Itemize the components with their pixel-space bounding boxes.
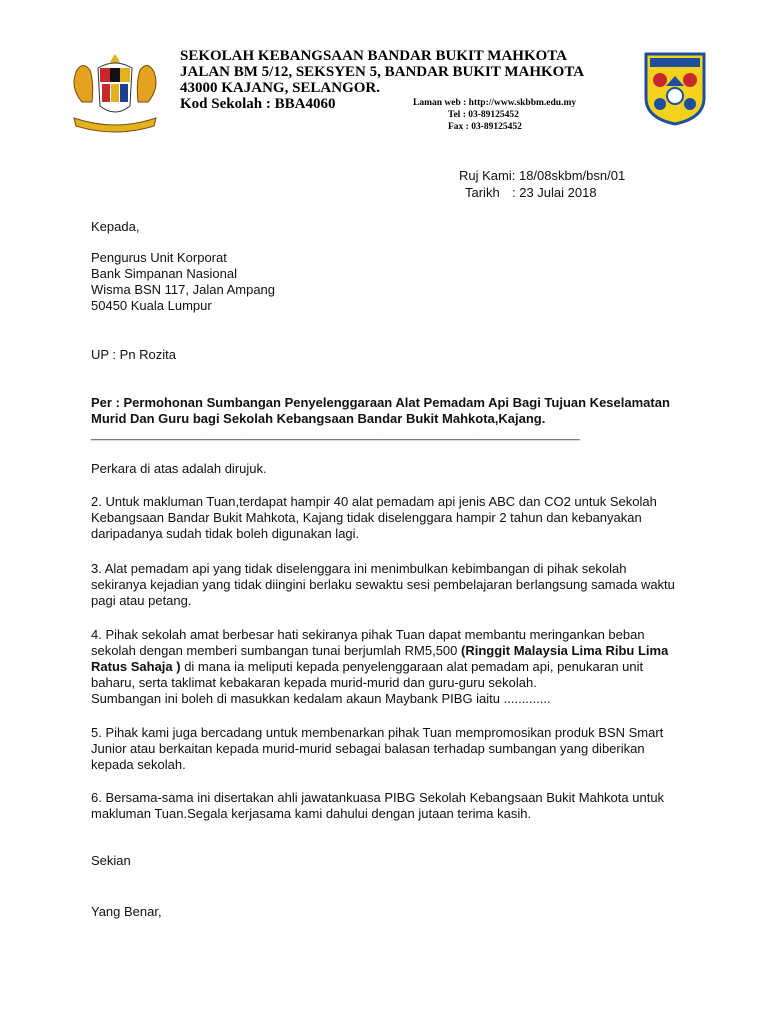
paragraph-4-line: 4. Pihak sekolah amat berbesar hati sekiranya pihak Tuan dapat membantu meringankan beban bbox=[91, 627, 645, 642]
donation-amount-words: Ratus Sahaja ) bbox=[91, 659, 181, 674]
paragraph-4-line: baharu, serta taklimat kebakaran kepada murid-murid dan guru-guru sekolah. bbox=[91, 675, 537, 690]
salutation: Kepada, bbox=[91, 219, 140, 234]
recipient-line: 50450 Kuala Lumpur bbox=[91, 298, 212, 313]
recipient-line: Bank Simpanan Nasional bbox=[91, 266, 237, 281]
date-value: : 23 Julai 2018 bbox=[512, 185, 597, 200]
paragraph-3-line: sekiranya kejadian yang tidak diingini berlaku sewaktu sesi pembelajaran berlangsung samada waktu bbox=[91, 577, 675, 592]
subject-line: Per : Permohonan Sumbangan Penyelenggaraan Alat Pemadam Api Bagi Tujuan Keselamatan bbox=[91, 395, 670, 410]
paragraph-2-line: 2. Untuk makluman Tuan,terdapat hampir 40 alat pemadam api jenis ABC dan CO2 untuk Sekolah bbox=[91, 494, 657, 509]
paragraph-6-line: 6. Bersama-sama ini disertakan ahli jawatankuasa PIBG Sekolah Kebangsaan Bukit Mahkota untuk bbox=[91, 790, 665, 805]
recipient-line: Wisma BSN 117, Jalan Ampang bbox=[91, 282, 276, 297]
paragraph-4-line bbox=[91, 659, 643, 675]
closing-sekian: Sekian bbox=[91, 853, 131, 868]
paragraph-2-line: daripadanya sudah tidak boleh digunakan lagi. bbox=[91, 526, 360, 541]
paragraph-3-line: pagi atau petang. bbox=[91, 593, 192, 608]
school-address-line-1: JALAN BM 5/12, SEKSYEN 5, BANDAR BUKIT MAHKOTA bbox=[180, 64, 585, 80]
paragraph-4-line bbox=[91, 643, 668, 659]
school-tel: Tel : 03-89125452 bbox=[448, 110, 519, 120]
coat-of-arms-logo bbox=[64, 52, 166, 134]
paragraph-2-line: Kebangsaan Bandar Bukit Mahkota, Kajang tidak diselenggara hampir 2 tahun dan kebanyakan bbox=[91, 510, 642, 525]
donation-text: di mana ia meliputi kepada penyelenggaraan alat pemadam api, penukaran unit bbox=[180, 659, 644, 674]
paragraph-1: Perkara di atas adalah dirujuk. bbox=[91, 461, 267, 476]
subject-line: Murid Dan Guru bagi Sekolah Kebangsaan Bandar Bukit Mahkota,Kajang. bbox=[91, 411, 546, 426]
paragraph-5-line: kepada sekolah. bbox=[91, 757, 186, 772]
paragraph-6-line: makluman Tuan.Segala kerjasama kami dahului dengan jutaan terima kasih. bbox=[91, 806, 532, 821]
date-label: Tarikh bbox=[465, 185, 500, 200]
school-fax: Fax : 03-89125452 bbox=[448, 122, 522, 132]
school-badge-logo bbox=[644, 52, 706, 126]
school-address-line-2: 43000 KAJANG, SELANGOR. bbox=[180, 80, 381, 96]
school-code: Kod Sekolah : BBA4060 bbox=[180, 96, 336, 112]
subject-underline: ______________________________________________________________________________ bbox=[91, 429, 580, 441]
paragraph-5-line: 5. Pihak kami juga bercadang untuk membenarkan pihak Tuan mempromosikan produk BSN Smart bbox=[91, 725, 664, 740]
donation-amount-words: (Ringgit Malaysia Lima Ribu Lima bbox=[461, 643, 669, 658]
school-name: SEKOLAH KEBANGSAAN BANDAR BUKIT MAHKOTA bbox=[180, 48, 567, 64]
recipient-line: Pengurus Unit Korporat bbox=[91, 250, 227, 265]
paragraph-3-line: 3. Alat pemadam api yang tidak diselenggara ini menimbulkan kebimbangan di pihak sekolah bbox=[91, 561, 627, 576]
attention-line: UP : Pn Rozita bbox=[91, 347, 177, 362]
paragraph-4-line: Sumbangan ini boleh di masukkan kedalam akaun Maybank PIBG iaitu ............. bbox=[91, 691, 551, 706]
school-website: Laman web : http://www.skbbm.edu.my bbox=[413, 98, 577, 108]
donation-text: sekolah dengan memberi sumbangan tunai berjumlah RM5,500 bbox=[91, 643, 461, 658]
reference-number: Ruj Kami: 18/08skbm/bsn/01 bbox=[459, 168, 626, 183]
paragraph-5-line: Junior atau berkaitan kepada murid-murid sebagai balasan terhadap sumbangan yang diberikan bbox=[91, 741, 645, 756]
closing-yang-benar: Yang Benar, bbox=[91, 904, 162, 919]
